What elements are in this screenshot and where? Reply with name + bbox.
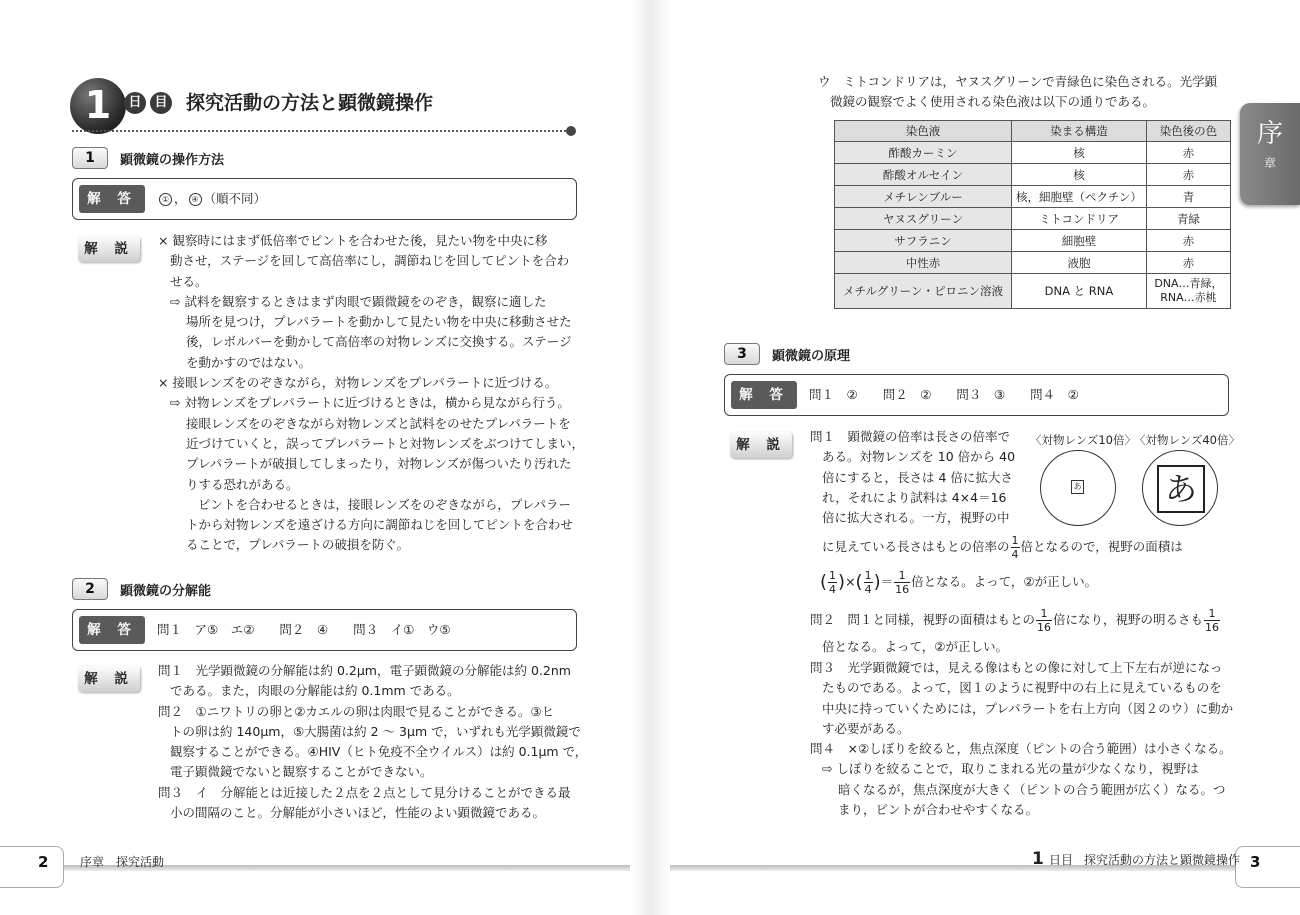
table-cell: ヤヌスグリーン xyxy=(835,208,1012,230)
table-header: 染色後の色 xyxy=(1146,121,1230,142)
fraction-one-fourth xyxy=(1011,534,1020,561)
footer-day-number: 1 xyxy=(1032,849,1044,869)
answer-separator: ， xyxy=(174,191,187,206)
table-header: 染色液 xyxy=(835,121,1012,142)
numerator: 1 xyxy=(894,569,910,583)
table-cell xyxy=(1146,274,1230,309)
table-row xyxy=(835,274,1231,309)
table-row xyxy=(835,252,1231,274)
denominator: 16 xyxy=(1205,621,1220,634)
table-cell: 酢酸オルセイン xyxy=(835,164,1012,186)
numerator: 1 xyxy=(829,569,837,582)
line: トから対物レンズを遠ざける方向に調節ねじを回してピントを合わせ xyxy=(186,517,573,533)
field-of-view-40x xyxy=(1142,450,1218,526)
table-cell: 核，細胞壁（ペクチン） xyxy=(1012,186,1147,208)
line: しぼりを絞ることで，取りこまれる光の量が少なくなり，視野は xyxy=(836,761,1199,777)
table-cell: 青 xyxy=(1146,186,1230,208)
line: 観察することができる。④HIV（ヒト免疫不全ウイルス）は約 0.1μm で， xyxy=(170,744,588,760)
explanation-label: 解 説 xyxy=(78,666,140,692)
chapter-title: 探究活動の方法と顕微鏡操作 xyxy=(186,92,434,114)
day-char-2: 目 xyxy=(150,92,172,114)
figure-label-10x: 〈対物レンズ10倍〉 xyxy=(1030,433,1136,447)
side-tab-sub: 章 xyxy=(1263,156,1276,170)
table-cell: 赤 xyxy=(1146,142,1230,164)
denominator: 4 xyxy=(864,583,872,596)
section-2-answer-box xyxy=(72,609,577,651)
section-1-number: 1 xyxy=(72,147,108,169)
title-divider-end xyxy=(566,126,576,136)
table-cell: メチレンブルー xyxy=(835,186,1012,208)
line: ることで，プレパラートの破損を防ぐ。 xyxy=(186,537,410,553)
table-cell: 赤 xyxy=(1146,230,1230,252)
table-cell: 中性赤 xyxy=(835,252,1012,274)
answer-label: 解 答 xyxy=(79,616,145,644)
line: 倍にすると，長さは 4 倍に拡大さ xyxy=(822,469,1013,485)
line: 接眼レンズをのぞきながら対物レンズと試料をのせたプレパラートを xyxy=(186,415,571,431)
table-cell: 細胞壁 xyxy=(1012,230,1147,252)
line: 倍となる。よって，②が正しい。 xyxy=(911,574,1098,589)
table-cell: 核 xyxy=(1012,142,1147,164)
section-2-title: 顕微鏡の分解能 xyxy=(120,584,212,599)
line: である。また，肉眼の分解能は約 0.1mm である。 xyxy=(170,683,460,699)
table-cell-line: RNA…赤桃 xyxy=(1160,291,1217,304)
line: トの卵は約 140μm，⑤大腸菌は約 2 ～ 3μm で，いずれも光学顕微鏡で xyxy=(170,723,581,739)
q1-continued xyxy=(822,534,1183,561)
table-cell: DNA と RNA xyxy=(1012,274,1147,309)
numerator: 1 xyxy=(864,569,872,582)
table-header-row xyxy=(835,121,1231,142)
line: 倍となるので，視野の面積は xyxy=(1020,539,1183,554)
page-number-left: 2 xyxy=(38,853,49,871)
q2-text xyxy=(810,607,1221,634)
line: 問２ 問１と同様，視野の面積はもとの xyxy=(810,612,1036,627)
day-char-1: 日 xyxy=(124,92,146,114)
q4-text: 問４ ×②しぼりを絞ると，焦点深度（ピントの合う範囲）は小さくなる。 ⇨ しぼりを絞ることで，取りこまれる光の量が少なくなり，視野は 暗くなるが，焦点深度が大きく（ピントの合う範囲が広く）なる。つ まり，ピントが合わせやすくなる。 xyxy=(810,739,1232,820)
denominator: 4 xyxy=(1011,548,1019,561)
line: す必要がある。 xyxy=(822,720,910,736)
answer-label: 解 答 xyxy=(731,381,797,409)
section-3-number: 3 xyxy=(724,343,760,365)
line: たものである。よって，図１のように視野中の右上に見えているものを xyxy=(822,680,1222,696)
answer-choice-2: ④ xyxy=(189,193,202,206)
table-cell: 青緑 xyxy=(1146,208,1230,230)
line: 試料を観察するときはまず肉眼で顕微鏡をのぞき，観察に適した xyxy=(184,293,547,309)
q1-equation: ( $\frac{1}{4}$ )×( $\frac{1}{4}$ )＝ $\frac{1}{16}$ 倍となる。よって，②が正しい。 xyxy=(820,569,1098,596)
footer-day-unit: 日目 xyxy=(1048,853,1073,867)
stain-table xyxy=(834,120,1231,309)
line: ある。対物レンズを 10 倍から 40 xyxy=(822,449,1016,465)
page-number-right: 3 xyxy=(1250,853,1261,871)
table-row xyxy=(835,142,1231,164)
table-row xyxy=(835,164,1231,186)
line: ピントを合わせるときは，接眼レンズをのぞきながら，プレパラー xyxy=(198,496,571,512)
explanation-label: 解 説 xyxy=(78,236,140,262)
figure-label-40x: 〈対物レンズ40倍〉 xyxy=(1134,433,1240,447)
line: 場所を見つけ，プレパラートを動かして見たい物を中央に移動させた xyxy=(186,314,572,330)
section-2-explanation xyxy=(158,661,587,823)
table-row xyxy=(835,230,1231,252)
line: 問２ ①ニワトリの卵と②カエルの卵は肉眼で見ることができる。③ヒ xyxy=(158,703,555,719)
answer-text: 問１ ア⑤ エ② 問２ ④ 問３ イ① ウ⑤ xyxy=(157,622,451,637)
day-number-badge: 1 xyxy=(70,78,126,134)
denominator: 16 xyxy=(895,583,910,596)
table-cell: 赤 xyxy=(1146,164,1230,186)
section-1-title: 顕微鏡の操作方法 xyxy=(120,153,225,168)
q3-text xyxy=(810,658,1233,739)
large-char-box: あ xyxy=(1157,465,1205,513)
page-number-tab-right xyxy=(1235,846,1300,888)
table-cell: ミトコンドリア xyxy=(1012,208,1147,230)
line: プレパラートが破損してしまったり，対物レンズが傷ついたり汚れた xyxy=(186,456,572,472)
line: 動させ，ステージを回して高倍率にし，調節ねじを回してピントを合わ xyxy=(170,253,570,269)
section-2-number: 2 xyxy=(72,578,108,600)
line: 接眼レンズをのぞきながら，対物レンズをプレパラートに近づける。 xyxy=(172,375,558,391)
line: 倍に拡大される。一方，視野の中 xyxy=(822,510,1010,526)
line: まり，ピントが合わせやすくなる。 xyxy=(838,801,1039,817)
line: せる。 xyxy=(170,273,208,289)
line: 電子顕微鏡でないと観察することができない。 xyxy=(170,764,433,780)
small-char-box: あ xyxy=(1071,480,1084,494)
page-gutter xyxy=(630,0,670,915)
title-divider xyxy=(72,130,570,132)
side-tab-char: 序 xyxy=(1256,119,1283,149)
section-3-answer-box xyxy=(724,374,1229,416)
table-cell: メチルグリーン・ピロニン溶液 xyxy=(835,274,1012,309)
table-cell: 赤 xyxy=(1146,252,1230,274)
line: 問３ イ 分解能とは近接した２点を２点として見分けることができる最 xyxy=(158,784,571,800)
line: 近づけていくと，誤ってプレパラートと対物レンズをぶつけてしまい， xyxy=(186,435,584,451)
line: ウ ミトコンドリアは，ヤヌスグリーンで青緑色に染色される。光学顕 xyxy=(818,74,1218,89)
table-cell: サフラニン xyxy=(835,230,1012,252)
line: 観察時にはまず低倍率でピントを合わせた後，見たい物を中央に移 xyxy=(172,233,548,248)
q1-text xyxy=(810,427,1015,528)
line: りする恐れがある。 xyxy=(186,476,299,492)
numerator: 1 xyxy=(1204,607,1220,621)
table-cell: 酢酸カーミン xyxy=(835,142,1012,164)
table-cell: 液胞 xyxy=(1012,252,1147,274)
intro-u-text xyxy=(818,72,1217,113)
line: 倍になり，視野の明るさも xyxy=(1053,612,1204,627)
table-header: 染まる構造 xyxy=(1012,121,1147,142)
line: 対物レンズをプレパラートに近づけるときは，横から見ながら行う。 xyxy=(184,395,570,411)
line: 後，レボルバーを動かして高倍率の対物レンズに交換する。ステージ xyxy=(186,334,572,350)
table-cell: 核 xyxy=(1012,164,1147,186)
line: 問４ ×②しぼりを絞ると，焦点深度（ピントの合う範囲）は小さくなる。 xyxy=(810,741,1232,756)
line: 問１ 顕微鏡の倍率は長さの倍率で xyxy=(810,429,1011,444)
line: に見えている長さはもとの倍率の xyxy=(822,539,1010,554)
line: 問１ 光学顕微鏡の分解能は約 0.2μm，電子顕微鏡の分解能は約 0.2nm xyxy=(158,663,571,678)
answer-text xyxy=(157,189,266,209)
q2-continued: 倍となる。よって，②が正しい。 xyxy=(822,639,1008,654)
line: 小の間隔のこと。分解能が小さいほど，性能のよい顕微鏡である。 xyxy=(170,805,546,821)
line: 暗くなるが，焦点深度が大きく（ピントの合う範囲が広く）なる。つ xyxy=(838,781,1226,797)
section-1-explanation: × 観察時にはまず低倍率でピントを合わせた後，見たい物を中央に移 動させ，ステージを回して高倍率にし，調節ねじを回してピントを合わ せる。 ⇨ 試料を観察するときはまず肉眼で顕微鏡をのぞき，観察に適した 場所を見つけ，プレパラートを動かして見たい物を中央に移動させた 後，レボルバーを動かして高倍率の対物レンズに交換する。ステージ を動かすのではない。 × 接眼レンズをのぞきながら，対物レンズをプレパラートに近づける。 ⇨ 対物レンズをプレパラートに近づけるときは，横から見ながら行う。 接眼レンズをのぞきながら対物レンズと試料をのせたプレパラートを 近づけていくと，誤ってプレパラートと対物レンズをぶつけてしまい， プレパラートが破損してしまったり，対物レンズが傷ついたり汚れた りする恐れがある。 ピントを合わせるときは，接眼レンズをのぞきながら，プレパラー トから対物レンズを遠ざける方向に調節ねじを回してピントを合わせ ることで，プレパラートの破損を防ぐ。 xyxy=(158,231,584,556)
line: 微鏡の観察でよく使用される染色液は以下の通りである。 xyxy=(830,94,1156,110)
table-row xyxy=(835,208,1231,230)
section-3-title: 顕微鏡の原理 xyxy=(772,349,851,364)
page-number-tab-left xyxy=(0,846,64,888)
explanation-label: 解 説 xyxy=(730,432,792,458)
answer-label: 解 答 xyxy=(79,185,145,213)
footer-running-head-left: 序章 探究活動 xyxy=(80,855,165,869)
denominator: 16 xyxy=(1037,621,1052,634)
denominator: 4 xyxy=(829,583,837,596)
chapter-side-tab xyxy=(1240,103,1300,205)
answer-choice-1: ① xyxy=(159,193,172,206)
answer-text: 問１ ② 問２ ② 問３ ③ 問４ ② xyxy=(809,387,1079,402)
line: 問３ 光学顕微鏡では，見える像はもとの像に対して上下左右が逆になっ xyxy=(810,660,1223,675)
numerator: 1 xyxy=(1036,607,1052,621)
line: れ，それにより試料は 4×4＝16 xyxy=(822,489,1007,505)
table-cell-line: DNA…青緑， xyxy=(1154,277,1223,290)
section-1-answer-box xyxy=(72,178,577,220)
footer-title: 探究活動の方法と顕微鏡操作 xyxy=(1084,853,1241,867)
answer-note: （順不同） xyxy=(203,191,267,206)
line: を動かすのではない。 xyxy=(186,354,312,370)
field-of-view-10x xyxy=(1040,450,1116,526)
line: 中央に持っていくためには，プレパラートを右上方向（図２のウ）に動か xyxy=(822,700,1234,716)
table-row xyxy=(835,186,1231,208)
numerator: 1 xyxy=(1011,534,1019,547)
footer-running-head-right xyxy=(1032,849,1240,869)
